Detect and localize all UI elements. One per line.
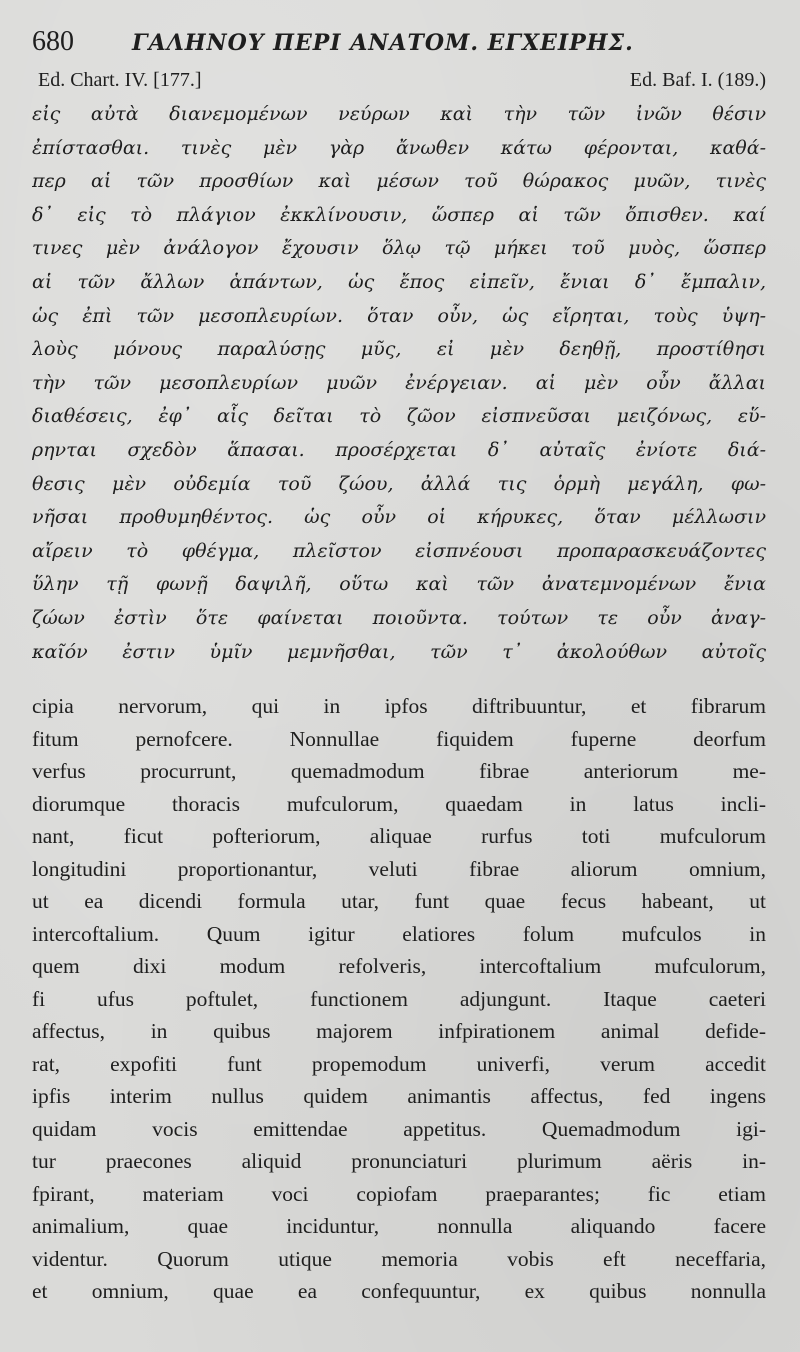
- greek-text-line: ἐπίστασθαι. τινὲς μὲν γὰρ ἄνωθεν κάτω φέρονται, καθά-: [32, 136, 766, 159]
- latin-text-line: longitudini proportionantur, veluti fibrae aliorum omnium,: [32, 856, 766, 881]
- latin-text-line: quidam vocis emittendae appetitus. Quemadmodum igi-: [32, 1116, 766, 1141]
- latin-text-line: nant, ficut pofteriorum, aliquae rurfus toti mufculorum: [32, 824, 766, 848]
- latin-text-line: animalium, quae inciduntur, nonnulla aliquando facere: [32, 1214, 766, 1238]
- greek-text-line: διαθέσεις, ἐφ᾽ αἷς δεῖται τὸ ζῶον εἰσπνεῦσαι μειζόνως, εὕ-: [32, 405, 766, 428]
- page-number: 680: [32, 26, 74, 57]
- latin-text-line: rat, expofiti funt propemodum univerfi, verum accedit: [32, 1051, 766, 1076]
- greek-text-line: περ αἱ τῶν προσθίων καὶ μέσων τοῦ θώρακος μυῶν, τινὲς: [32, 170, 766, 193]
- latin-text-line: ipfis interim nullus quidem animantis affectus, fed ingens: [32, 1084, 766, 1108]
- greek-text-line: ὡς ἐπὶ τῶν μεσοπλευρίων. ὅταν οὖν, ὡς εἴρηται, τοὺς ὑψη-: [32, 304, 766, 327]
- greek-text-line: ζώων ἐστὶν ὅτε φαίνεται ποιοῦντα. τούτων τε οὖν ἀναγ-: [32, 606, 766, 629]
- greek-text-line: λοὺς μόνους παραλύσῃς μῦς, εἰ μὲν δεηθῇ, προστίθησι: [32, 338, 766, 361]
- edition-reference-line: [32, 66, 766, 94]
- greek-text-line: ὕλην τῇ φωνῇ δαψιλῆ, οὕτω καὶ τῶν ἀνατεμνομένων ἔνια: [32, 573, 766, 596]
- latin-text-line: affectus, in quibus majorem infpirationem animal defide-: [32, 1019, 766, 1043]
- greek-text-line: θεσις μὲν οὐδεμία τοῦ ζώου, ἀλλά τις ὁρμὴ μεγάλη, φω-: [32, 472, 766, 495]
- edition-reference-right: Ed. Baf. I. (189.): [629, 69, 766, 91]
- latin-text-line: quem dixi modum refolveris, intercoftalium mufculorum,: [32, 954, 766, 978]
- latin-text-line: ut ea dicendi formula utar, funt quae fecus habeant, ut: [32, 889, 766, 913]
- greek-text-line: αἱ τῶν ἄλλων ἁπάντων, ὡς ἔπος εἰπεῖν, ἔνιαι δ᾽ ἔμπαλιν,: [32, 270, 766, 293]
- latin-text-line: intercoftalium. Quum igitur elatiores folum mufculos in: [32, 921, 766, 946]
- greek-text-line: ρηνται σχεδὸν ἅπασαι. προσέρχεται δ᾽ αὐταῖς ἐνίοτε διά-: [32, 438, 766, 461]
- page-header: [32, 24, 766, 60]
- greek-text-line: δ᾽ εἰς τὸ πλάγιον ἐκκλίνουσιν, ὥσπερ αἱ τῶν ὄπισθεν. καί: [32, 203, 766, 226]
- latin-text-line: fitum pernofcere. Nonnullae fiquidem fuperne deorfum: [32, 726, 766, 751]
- latin-text-line: verfus procurrunt, quemadmodum fibrae anteriorum me-: [32, 759, 766, 783]
- greek-text-line: αἴρειν τὸ φθέγμα, πλεῖστον εἰσπνέουσι προπαρασκευάζοντες: [32, 539, 766, 562]
- latin-text-line: tur praecones aliquid pronunciaturi plurimum aëris in-: [32, 1149, 766, 1173]
- greek-text-line: νῆσαι προθυμηθέντος. ὡς οὖν οἱ κήρυκες, ὅταν μέλλωσιν: [32, 506, 766, 529]
- greek-text-block: [32, 98, 766, 669]
- greek-text-line: εἰς αὐτὰ διανεμομένων νεύρων καὶ τὴν τῶν ἰνῶν θέσιν: [32, 103, 766, 125]
- latin-text-line: cipia nervorum, qui in ipfos diftribuuntur, et fibrarum: [32, 694, 766, 718]
- latin-text-line: diorumque thoracis mufculorum, quaedam in latus incli-: [32, 791, 766, 816]
- latin-text-line: et omnium, quae ea confequuntur, ex quibus nonnulla: [32, 1279, 766, 1303]
- greek-text-line: τὴν τῶν μεσοπλευρίων μυῶν ἐνέργειαν. αἱ μὲν οὖν ἄλλαι: [32, 371, 766, 394]
- latin-text-block: [32, 690, 766, 1308]
- latin-text-line: fpirant, materiam voci copiofam praeparantes; fic etiam: [32, 1181, 766, 1206]
- greek-text-line: τινες μὲν ἀνάλογον ἔχουσιν ὅλῳ τῷ μήκει τοῦ μυὸς, ὥσπερ: [32, 237, 766, 260]
- latin-text-line: fi ufus poftulet, functionem adjungunt. Itaque caeteri: [32, 986, 766, 1011]
- greek-text-line: καῖόν ἐστιν ὑμῖν μεμνῆσθαι, τῶν τ᾽ ἀκολούθων αὐτοῖς: [32, 640, 766, 663]
- latin-text-line: videntur. Quorum utique memoria vobis eft neceffaria,: [32, 1246, 766, 1271]
- running-title: ΓΑΛΗΝΟΥ ΠΕΡΙ ΑΝΑΤΟΜ. ΕΓΧΕΙΡΗΣ.: [132, 30, 634, 56]
- edition-reference-left: Ed. Chart. IV. [177.]: [38, 69, 202, 91]
